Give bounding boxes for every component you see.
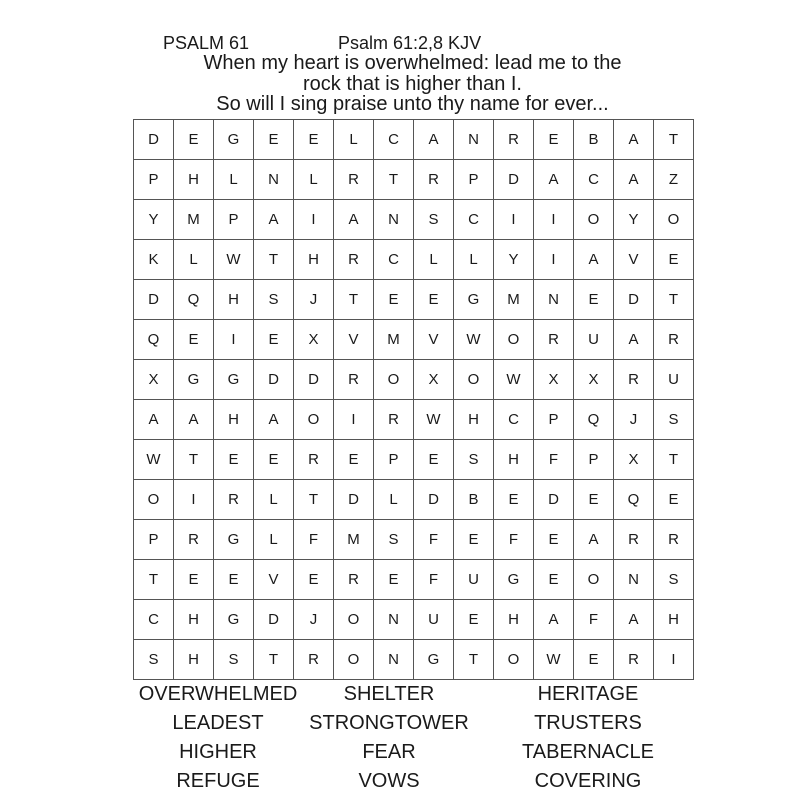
grid-letter-cell[interactable]: R — [374, 400, 414, 440]
grid-letter-cell[interactable]: Y — [494, 240, 534, 280]
grid-letter-cell[interactable]: E — [574, 280, 614, 320]
grid-letter-cell[interactable]: S — [454, 440, 494, 480]
word-list-item: STRONGTOWER — [309, 712, 469, 734]
grid-letter-cell[interactable]: R — [654, 320, 694, 360]
grid-letter-cell[interactable]: W — [494, 360, 534, 400]
grid-letter-cell[interactable]: E — [574, 640, 614, 680]
grid-letter-cell[interactable]: T — [654, 440, 694, 480]
grid-letter-cell[interactable]: T — [174, 440, 214, 480]
grid-letter-cell[interactable]: L — [254, 520, 294, 560]
grid-letter-cell[interactable]: E — [414, 440, 454, 480]
grid-letter-cell[interactable]: O — [374, 360, 414, 400]
grid-letter-cell[interactable]: L — [254, 480, 294, 520]
grid-letter-cell[interactable]: N — [614, 560, 654, 600]
grid-letter-cell[interactable]: I — [174, 480, 214, 520]
grid-letter-cell[interactable]: V — [414, 320, 454, 360]
grid-letter-cell[interactable]: A — [254, 400, 294, 440]
grid-letter-cell[interactable]: A — [414, 120, 454, 160]
grid-letter-cell[interactable]: D — [294, 360, 334, 400]
grid-letter-cell[interactable]: R — [294, 640, 334, 680]
grid-letter-cell[interactable]: W — [454, 320, 494, 360]
grid-letter-cell[interactable]: G — [214, 360, 254, 400]
grid-letter-cell[interactable]: G — [494, 560, 534, 600]
grid-letter-cell[interactable]: J — [614, 400, 654, 440]
grid-letter-cell[interactable]: F — [414, 520, 454, 560]
grid-letter-cell[interactable]: B — [574, 120, 614, 160]
grid-letter-cell[interactable]: Z — [654, 160, 694, 200]
grid-row — [134, 200, 694, 240]
grid-letter-cell[interactable]: K — [134, 240, 174, 280]
grid-letter-cell[interactable]: L — [174, 240, 214, 280]
grid-letter-cell[interactable]: W — [214, 240, 254, 280]
scripture-reference: Psalm 61:2,8 KJV — [338, 33, 482, 53]
grid-letter-cell[interactable]: A — [614, 600, 654, 640]
grid-letter-cell[interactable]: H — [494, 440, 534, 480]
grid-letter-cell[interactable]: E — [294, 120, 334, 160]
grid-letter-cell[interactable]: R — [334, 360, 374, 400]
grid-row — [134, 480, 694, 520]
grid-letter-cell[interactable]: H — [494, 600, 534, 640]
grid-letter-cell[interactable]: A — [254, 200, 294, 240]
grid-letter-cell[interactable]: D — [494, 160, 534, 200]
word-list-item: TABERNACLE — [522, 741, 654, 763]
grid-letter-cell[interactable]: R — [174, 520, 214, 560]
grid-row — [134, 120, 694, 160]
verse-line-2: rock that is higher than I. — [302, 73, 522, 95]
grid-letter-cell[interactable]: L — [454, 240, 494, 280]
grid-letter-cell[interactable]: N — [254, 160, 294, 200]
grid-letter-cell[interactable]: I — [494, 200, 534, 240]
grid-letter-cell[interactable]: T — [454, 640, 494, 680]
grid-letter-cell[interactable]: T — [334, 280, 374, 320]
grid-letter-cell[interactable]: L — [334, 120, 374, 160]
grid-letter-cell[interactable]: R — [654, 520, 694, 560]
grid-letter-cell[interactable]: D — [614, 280, 654, 320]
grid-letter-cell[interactable]: W — [134, 440, 174, 480]
grid-letter-cell[interactable]: E — [254, 120, 294, 160]
grid-letter-cell[interactable]: O — [454, 360, 494, 400]
grid-letter-cell[interactable]: O — [494, 640, 534, 680]
grid-letter-cell[interactable]: G — [174, 360, 214, 400]
grid-letter-cell[interactable]: U — [574, 320, 614, 360]
grid-letter-cell[interactable]: H — [214, 400, 254, 440]
grid-letter-cell[interactable]: P — [454, 160, 494, 200]
grid-letter-cell[interactable]: L — [374, 480, 414, 520]
grid-letter-cell[interactable]: I — [534, 200, 574, 240]
verse-line-3: So will I sing praise unto thy name for ever... — [216, 93, 609, 115]
grid-letter-cell[interactable]: D — [414, 480, 454, 520]
grid-row — [134, 280, 694, 320]
grid-row — [134, 360, 694, 400]
grid-letter-cell[interactable]: H — [174, 600, 214, 640]
grid-letter-cell[interactable]: P — [134, 520, 174, 560]
grid-letter-cell[interactable]: A — [534, 600, 574, 640]
grid-letter-cell[interactable]: O — [494, 320, 534, 360]
word-list-item: SHELTER — [343, 683, 435, 705]
grid-row — [134, 640, 694, 680]
grid-letter-cell[interactable]: P — [574, 440, 614, 480]
grid-letter-cell[interactable]: A — [614, 120, 654, 160]
grid-letter-cell[interactable]: A — [174, 400, 214, 440]
grid-letter-cell[interactable]: L — [414, 240, 454, 280]
grid-letter-cell[interactable]: A — [614, 160, 654, 200]
grid-row — [134, 160, 694, 200]
grid-letter-cell[interactable]: Q — [134, 320, 174, 360]
grid-row — [134, 560, 694, 600]
grid-letter-cell[interactable]: N — [534, 280, 574, 320]
grid-letter-cell[interactable]: O — [334, 600, 374, 640]
grid-letter-cell[interactable]: O — [654, 200, 694, 240]
grid-letter-cell[interactable]: C — [374, 120, 414, 160]
grid-letter-cell[interactable]: E — [534, 520, 574, 560]
grid-letter-cell[interactable]: R — [614, 360, 654, 400]
grid-letter-cell[interactable]: T — [374, 160, 414, 200]
grid-letter-cell[interactable]: E — [294, 560, 334, 600]
grid-letter-cell[interactable]: E — [174, 560, 214, 600]
grid-letter-cell[interactable]: S — [654, 560, 694, 600]
grid-letter-cell[interactable]: I — [294, 200, 334, 240]
grid-letter-cell[interactable]: O — [334, 640, 374, 680]
grid-letter-cell[interactable]: H — [294, 240, 334, 280]
grid-letter-cell[interactable]: F — [574, 600, 614, 640]
word-list-item: TRUSTERS — [534, 712, 642, 734]
word-list-item: HERITAGE — [537, 683, 639, 705]
grid-letter-cell[interactable]: N — [374, 200, 414, 240]
grid-letter-cell[interactable]: I — [534, 240, 574, 280]
grid-letter-cell[interactable]: J — [294, 280, 334, 320]
grid-letter-cell[interactable]: E — [534, 120, 574, 160]
grid-row — [134, 400, 694, 440]
word-list-item: REFUGE — [176, 770, 260, 792]
grid-letter-cell[interactable]: Q — [574, 400, 614, 440]
grid-letter-cell[interactable]: E — [494, 480, 534, 520]
grid-letter-cell[interactable]: E — [574, 480, 614, 520]
grid-letter-cell[interactable]: Q — [614, 480, 654, 520]
grid-row — [134, 440, 694, 480]
word-list-item: FEAR — [362, 741, 416, 763]
grid-letter-cell[interactable]: A — [534, 160, 574, 200]
grid-letter-cell[interactable]: R — [494, 120, 534, 160]
grid-letter-cell[interactable]: R — [294, 440, 334, 480]
grid-letter-cell[interactable]: I — [214, 320, 254, 360]
grid-letter-cell[interactable]: G — [214, 600, 254, 640]
grid-letter-cell[interactable]: G — [454, 280, 494, 320]
grid-letter-cell[interactable]: S — [654, 400, 694, 440]
grid-letter-cell[interactable]: M — [374, 320, 414, 360]
grid-letter-cell[interactable]: H — [174, 160, 214, 200]
grid-letter-cell[interactable]: E — [254, 320, 294, 360]
grid-letter-cell[interactable]: T — [294, 480, 334, 520]
grid-letter-cell[interactable]: X — [294, 320, 334, 360]
grid-letter-cell[interactable]: E — [654, 480, 694, 520]
grid-letter-cell[interactable]: H — [654, 600, 694, 640]
grid-letter-cell[interactable]: F — [294, 520, 334, 560]
grid-letter-cell[interactable]: H — [174, 640, 214, 680]
grid-letter-cell[interactable]: X — [134, 360, 174, 400]
grid-letter-cell[interactable]: T — [254, 240, 294, 280]
grid-letter-cell[interactable]: L — [294, 160, 334, 200]
grid-letter-cell[interactable]: V — [614, 240, 654, 280]
grid-letter-cell[interactable]: W — [534, 640, 574, 680]
grid-letter-cell[interactable]: E — [174, 320, 214, 360]
word-search-grid — [133, 119, 694, 680]
grid-letter-cell[interactable]: C — [574, 160, 614, 200]
grid-letter-cell[interactable]: Q — [174, 280, 214, 320]
grid-letter-cell[interactable]: U — [454, 560, 494, 600]
grid-letter-cell[interactable]: T — [654, 280, 694, 320]
grid-row — [134, 520, 694, 560]
grid-letter-cell[interactable]: F — [414, 560, 454, 600]
grid-letter-cell[interactable]: C — [494, 400, 534, 440]
grid-letter-cell[interactable]: C — [134, 600, 174, 640]
grid-letter-cell[interactable]: E — [374, 560, 414, 600]
grid-letter-cell[interactable]: E — [214, 560, 254, 600]
grid-letter-cell[interactable]: D — [254, 360, 294, 400]
grid-letter-cell[interactable]: R — [414, 160, 454, 200]
grid-letter-cell[interactable]: T — [654, 120, 694, 160]
grid-letter-cell[interactable]: Y — [134, 200, 174, 240]
grid-letter-cell[interactable]: O — [294, 400, 334, 440]
grid-row — [134, 320, 694, 360]
grid-letter-cell[interactable]: H — [454, 400, 494, 440]
grid-letter-cell[interactable]: B — [454, 480, 494, 520]
grid-letter-cell[interactable]: D — [334, 480, 374, 520]
grid-letter-cell[interactable]: E — [254, 440, 294, 480]
word-list-item: OVERWHELMED — [138, 683, 298, 705]
puzzle-title: PSALM 61 — [163, 33, 250, 53]
grid-letter-cell[interactable]: D — [254, 600, 294, 640]
grid-letter-cell[interactable]: E — [334, 440, 374, 480]
grid-letter-cell[interactable]: P — [374, 440, 414, 480]
grid-letter-cell[interactable]: X — [574, 360, 614, 400]
grid-letter-cell[interactable]: E — [534, 560, 574, 600]
grid-letter-cell[interactable]: V — [334, 320, 374, 360]
word-list-item: HIGHER — [179, 741, 257, 763]
grid-letter-cell[interactable]: D — [134, 280, 174, 320]
word-list-item: LEADEST — [172, 712, 264, 734]
grid-letter-cell[interactable]: W — [414, 400, 454, 440]
grid-letter-cell[interactable]: D — [134, 120, 174, 160]
grid-letter-cell[interactable]: S — [374, 520, 414, 560]
grid-letter-cell[interactable]: Y — [614, 200, 654, 240]
grid-letter-cell[interactable]: T — [254, 640, 294, 680]
grid-letter-cell[interactable]: R — [334, 560, 374, 600]
grid-letter-cell[interactable]: X — [414, 360, 454, 400]
grid-letter-cell[interactable]: D — [534, 480, 574, 520]
grid-letter-cell[interactable]: G — [214, 520, 254, 560]
grid-row — [134, 600, 694, 640]
grid-letter-cell[interactable]: X — [534, 360, 574, 400]
grid-letter-cell[interactable]: I — [334, 400, 374, 440]
grid-letter-cell[interactable]: R — [534, 320, 574, 360]
word-list-item: VOWS — [358, 770, 420, 792]
grid-letter-cell[interactable]: E — [374, 280, 414, 320]
grid-letter-cell[interactable]: M — [334, 520, 374, 560]
grid-letter-cell[interactable]: M — [174, 200, 214, 240]
grid-letter-cell[interactable]: E — [454, 600, 494, 640]
grid-letter-cell[interactable]: U — [414, 600, 454, 640]
grid-letter-cell[interactable]: E — [414, 280, 454, 320]
grid-letter-cell[interactable]: S — [414, 200, 454, 240]
grid-letter-cell[interactable]: P — [214, 200, 254, 240]
grid-letter-cell[interactable]: S — [254, 280, 294, 320]
grid-letter-cell[interactable]: O — [574, 200, 614, 240]
grid-letter-cell[interactable]: R — [334, 160, 374, 200]
grid-letter-cell[interactable]: R — [334, 240, 374, 280]
grid-letter-cell[interactable]: C — [454, 200, 494, 240]
grid-letter-cell[interactable]: E — [654, 240, 694, 280]
grid-letter-cell[interactable]: A — [574, 240, 614, 280]
grid-letter-cell[interactable]: N — [374, 600, 414, 640]
grid-letter-cell[interactable]: O — [574, 560, 614, 600]
grid-letter-cell[interactable]: A — [574, 520, 614, 560]
grid-letter-cell[interactable]: S — [134, 640, 174, 680]
grid-letter-cell[interactable]: F — [534, 440, 574, 480]
grid-letter-cell[interactable]: V — [254, 560, 294, 600]
grid-letter-cell[interactable]: A — [334, 200, 374, 240]
grid-letter-cell[interactable]: X — [614, 440, 654, 480]
grid-letter-cell[interactable]: N — [454, 120, 494, 160]
grid-letter-cell[interactable]: G — [414, 640, 454, 680]
grid-letter-cell[interactable]: H — [214, 280, 254, 320]
grid-letter-cell[interactable]: N — [374, 640, 414, 680]
grid-letter-cell[interactable]: M — [494, 280, 534, 320]
grid-letter-cell[interactable]: S — [214, 640, 254, 680]
word-list-item: COVERING — [534, 770, 642, 792]
grid-letter-cell[interactable]: J — [294, 600, 334, 640]
grid-letter-cell[interactable]: A — [614, 320, 654, 360]
grid-row — [134, 240, 694, 280]
grid-letter-cell[interactable]: F — [494, 520, 534, 560]
grid-letter-cell[interactable]: C — [374, 240, 414, 280]
grid-letter-cell[interactable]: E — [454, 520, 494, 560]
grid-letter-cell[interactable]: P — [134, 160, 174, 200]
grid-letter-cell[interactable]: E — [214, 440, 254, 480]
grid-letter-cell[interactable]: R — [614, 640, 654, 680]
grid-letter-cell[interactable]: I — [654, 640, 694, 680]
grid-letter-cell[interactable]: E — [174, 120, 214, 160]
grid-letter-cell[interactable]: L — [214, 160, 254, 200]
grid-letter-cell[interactable]: T — [134, 560, 174, 600]
grid-letter-cell[interactable]: R — [614, 520, 654, 560]
grid-letter-cell[interactable]: U — [654, 360, 694, 400]
grid-letter-cell[interactable]: P — [534, 400, 574, 440]
grid-letter-cell[interactable]: A — [134, 400, 174, 440]
grid-letter-cell[interactable]: O — [134, 480, 174, 520]
grid-letter-cell[interactable]: R — [214, 480, 254, 520]
verse-line-1: When my heart is overwhelmed: lead me to the — [203, 52, 622, 74]
grid-letter-cell[interactable]: G — [214, 120, 254, 160]
